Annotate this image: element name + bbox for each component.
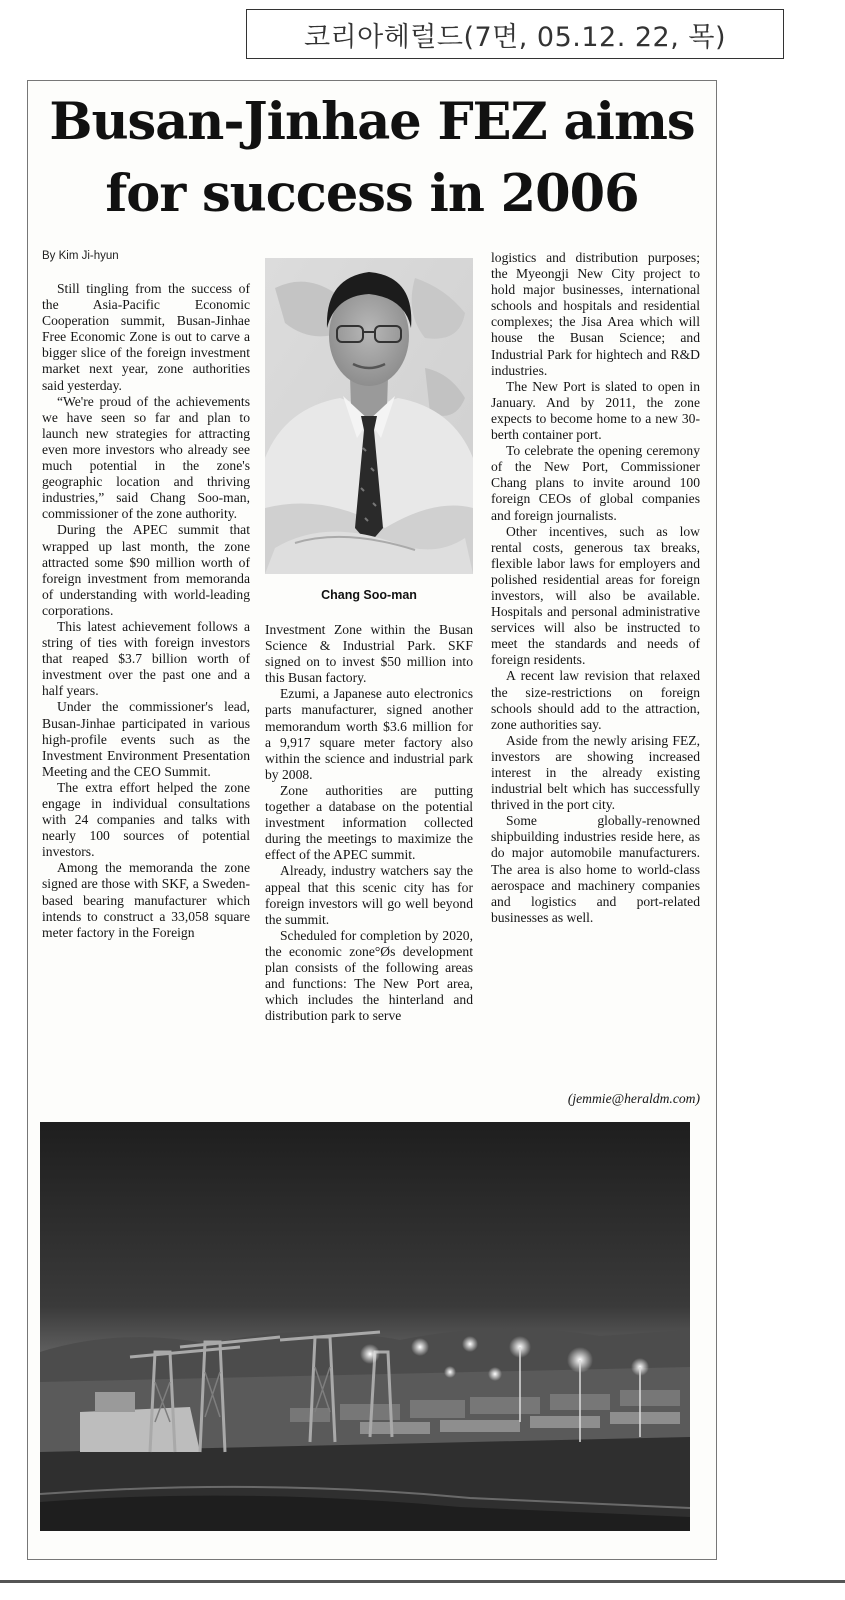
portrait-photo [265, 258, 473, 574]
paragraph: logistics and distribution purposes; the Myeongji New City project to hold major businesses, international schools and hospitals and residential complexes; the Jisa Area which will house the Busan Science; and Industrial Park for hightech and R&D industries. [491, 250, 700, 378]
paragraph: During the APEC summit that wrapped up last month, the zone attracted some $90 million worth of foreign investment from memoranda of understanding with world-leading corporations. [42, 522, 250, 618]
paragraph: To celebrate the opening ceremony of the New Port, Commissioner Chang plans to invite around 100 foreign CEOs of global companies and foreign journalists. [491, 443, 700, 523]
paragraph: The New Port is slated to open in January. And by 2011, the zone expects to become home to a new 30-berth container port. [491, 378, 700, 443]
paragraph: Under the commissioner's lead, Busan-Jinhae participated in various high-profile events such as the Investment Environment Presentation Meeting and the CEO Summit. [42, 699, 250, 779]
paragraph: “We're proud of the achievements we have seen so far and plan to launch new strategies for attracting even more investors who already see much potential in the zone's geographic location and thriving industries,” said Chang Soo-man, commissioner of the zone authority. [42, 393, 250, 522]
headline [27, 86, 717, 230]
source-label: 코리아헤럴드(7면, 05.12. 22, 목) [246, 9, 784, 59]
article-column-2 [265, 622, 473, 1024]
paragraph: This latest achievement follows a string of ties with foreign investors that reaped $3.7 billion worth of investment over the past one and a half years. [42, 618, 250, 699]
paragraph: Already, industry watchers say the appeal that this scenic city has for foreign investors will go well beyond the summit. [265, 863, 473, 927]
author-email-credit: (jemmie@heraldm.com) [567, 1091, 700, 1106]
paragraph: The extra effort helped the zone engage in individual consultations with 24 companies and talks with nearly 100 sources of potential investors. [42, 779, 250, 860]
paragraph: Scheduled for completion by 2020, the economic zone°Øs development plan consists of the following areas and functions: The New Port area, which includes the hinterland and distribution park to serve [265, 927, 473, 1024]
photo-caption: Chang Soo-man [321, 588, 417, 602]
paragraph: Ezumi, a Japanese auto electronics parts manufacturer, signed another memorandum worth $3.6 million for a 9,917 square meter factory also within the science and industrial park by 2008. [265, 686, 473, 782]
paragraph: Aside from the newly arising FEZ, investors are showing increased interest in the already existing industrial belt which has successfully thrived in the port city. [491, 732, 700, 813]
portrait-illustration [265, 258, 473, 574]
paragraph: Other incentives, such as low rental costs, generous tax breaks, flexible labor laws for employers and polished residential areas for foreign investors, will also be available. Hospitals and personal administrative services will also be instructed to meet the standards and needs of foreign residents. [491, 523, 700, 668]
paragraph: Investment Zone within the Busan Science & Industrial Park. SKF signed on to invest $50 million into this Busan factory. [265, 622, 473, 686]
paragraph: A recent law revision that relaxed the size-restrictions on foreign schools should add to the attraction, zone authorities say. [491, 668, 700, 732]
page-bottom-rule [0, 1580, 845, 1583]
byline: By Kim Ji-hyun [42, 250, 119, 262]
article-column-3 [491, 250, 700, 926]
paragraph: Some globally-renowned shipbuilding industries reside here, as do major automobile manufacturers. The area is also home to world-class aerospace and machinery companies and logistics and port-related businesses as well. [491, 813, 700, 925]
port-photo [40, 1122, 690, 1531]
article-column-1 [42, 281, 250, 941]
port-night-illustration [40, 1122, 690, 1531]
headline-line-1: Busan-Jinhae FEZ aims [49, 92, 695, 152]
paragraph: Among the memoranda the zone signed are those with SKF, a Sweden-based bearing manufacturer which intends to construct a 33,058 square meter factory in the Foreign [42, 860, 250, 940]
paragraph: Zone authorities are putting together a database on the potential investment information collected during the meetings to maximize the effect of the APEC summit. [265, 782, 473, 863]
paragraph: Still tingling from the success of the Asia-Pacific Economic Cooperation summit, Busan-Jinhae Free Economic Zone is out to carve a bigger slice of the foreign investment market next year, zone authorities said yesterday. [42, 281, 250, 393]
headline-line-2: for success in 2006 [105, 164, 639, 224]
